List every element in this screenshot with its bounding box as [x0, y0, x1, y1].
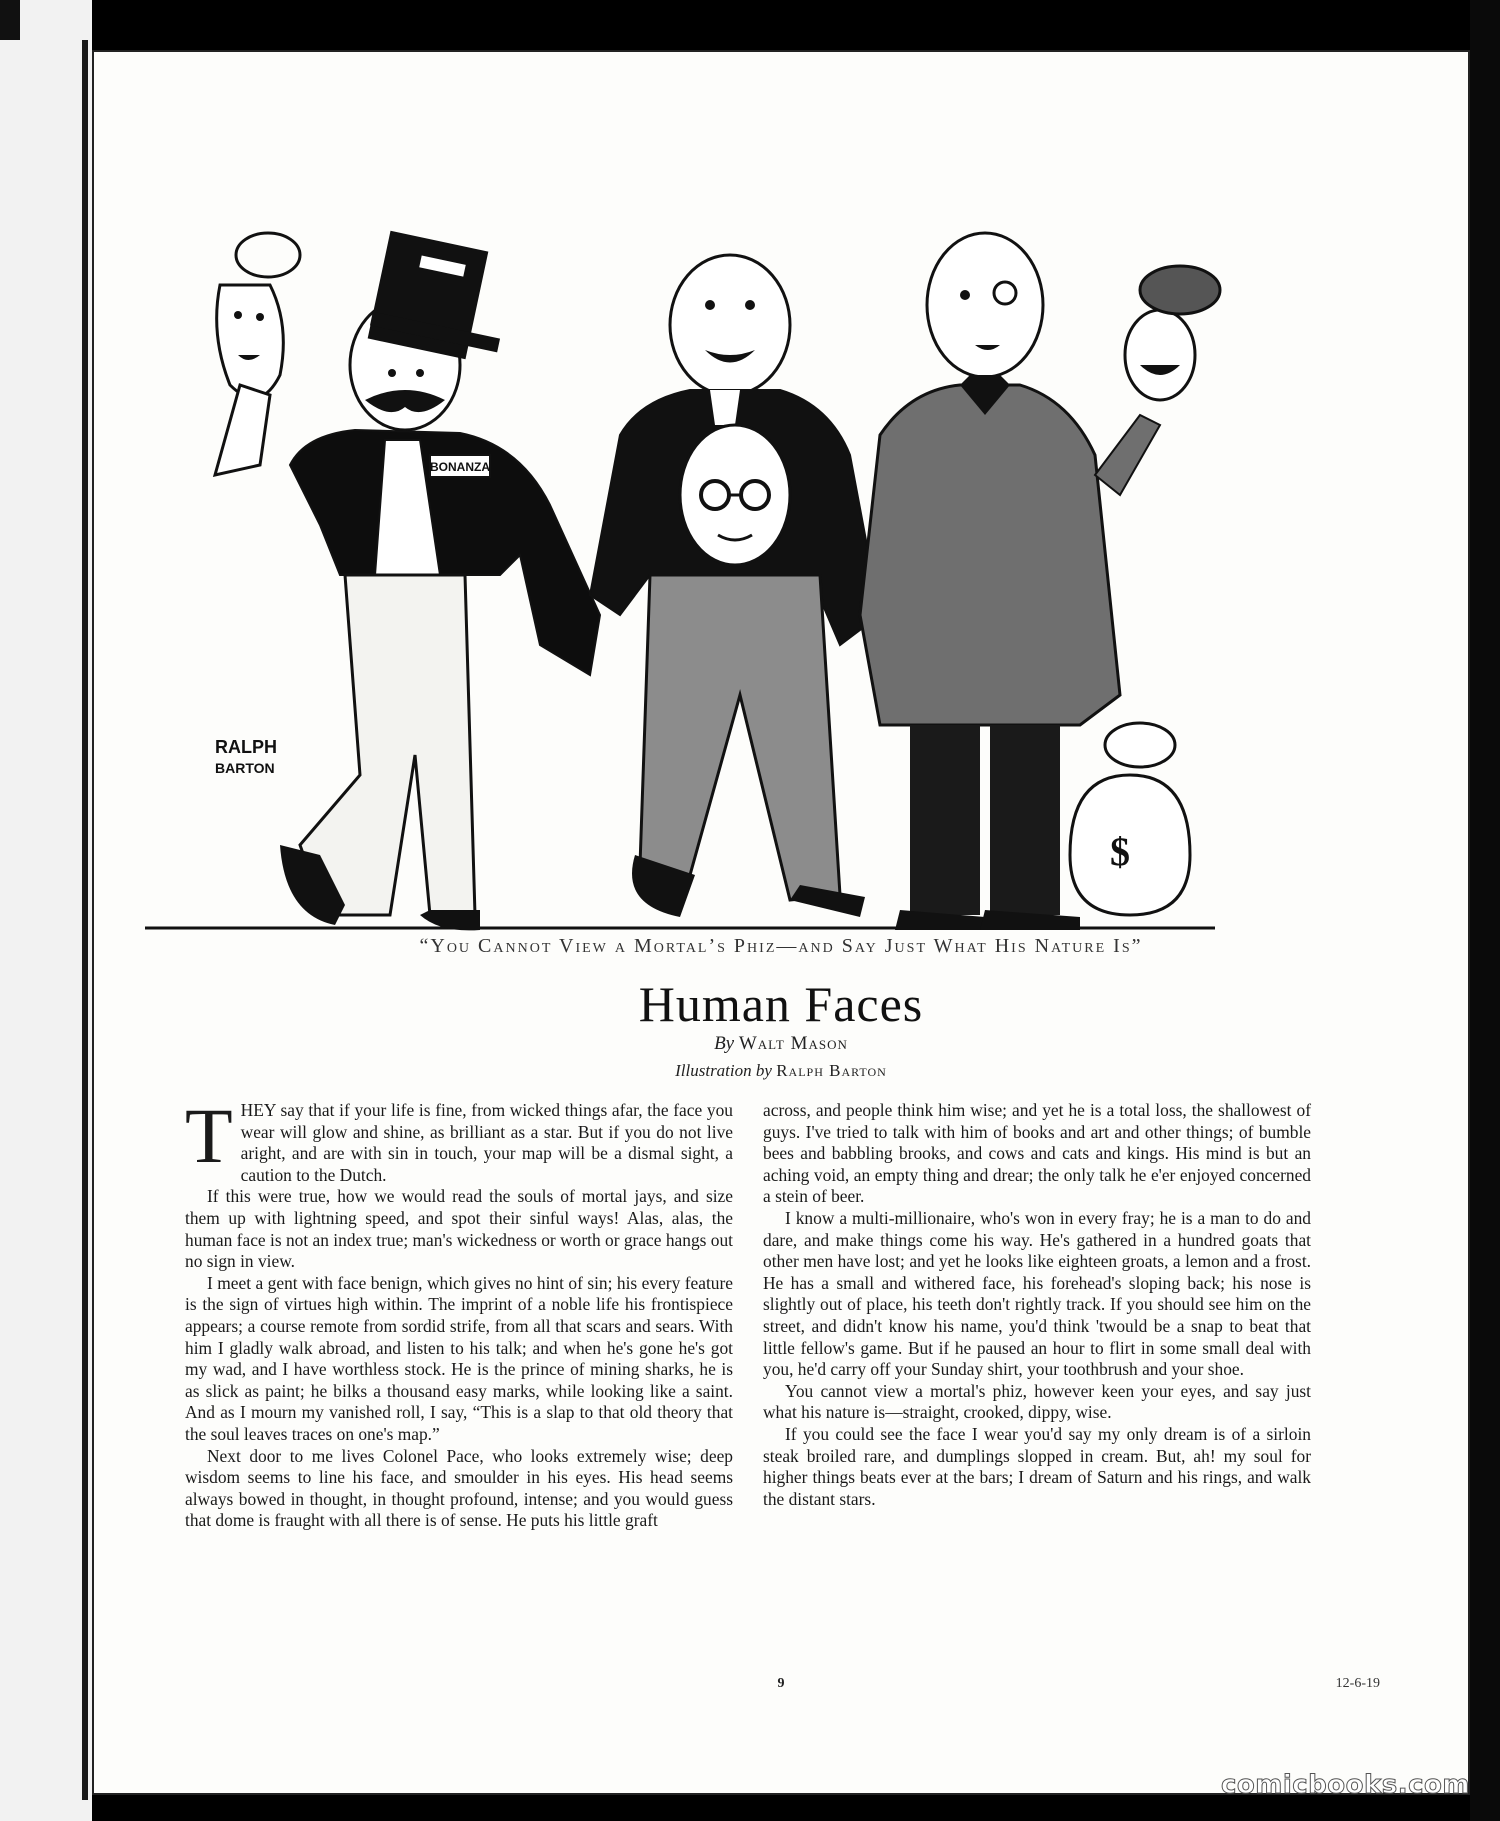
- illustration-credit-label: Illustration by: [675, 1061, 772, 1080]
- binding-shadow: [82, 40, 88, 1800]
- artist-signature-line2: BARTON: [215, 760, 275, 776]
- byline-author: Walt Mason: [738, 1033, 848, 1054]
- issue-date-code: 12-6-19: [1335, 1676, 1380, 1691]
- facing-page-edge: [0, 0, 92, 1821]
- cartoon-illustration: [120, 55, 1260, 935]
- article-paragraph: I know a multi-millionaire, who's won in every fray; he is a man to do and dare, and make things come his way. He's gathered in a hundred goats that other men have lost; and yet he looks like eighteen groats, a lemon and a frost. He has a small and withered face, his forehead's sloping back; his nose is slightly out of place, his teeth don't rightly track. If you should see him on the street, and didn't know his name, you'd think 'twould be a snap to beat that little fellow's game. But if he paused an hour to flirt in some small deal with you, he'd carry off your Sunday shirt, your toothbrush and your shoe.: [763, 1207, 1311, 1380]
- smiling-man-figure: [590, 255, 880, 917]
- article-column-left: [185, 1092, 733, 1532]
- article-headline: Human Faces: [638, 976, 924, 1032]
- article-paragraph: If this were true, how we would read the souls of mortal jays, and size them up with lightning speed, and spot their sinful ways! Alas, alas, the human face is not an index true; man's wickedness or worth or grace hangs out no sign in view.: [185, 1186, 733, 1272]
- illustration-caption: “You Cannot View a Mortal’s Phiz—and Say Just What His Nature Is”: [419, 935, 1143, 957]
- scan-corner: [0, 0, 20, 40]
- byline: [92, 1033, 1470, 1055]
- article-paragraph: You cannot view a mortal's phiz, however keen your eyes, and say just what his nature is—straight, crooked, dippy, wise.: [763, 1380, 1311, 1423]
- article-paragraph: I meet a gent with face benign, which gives no hint of sin; his every feature is the sign of virtues high within. The imprint of a noble life his frontispiece appears; a course remote from sordid strife, from all that scars and sears. With him I gladly walk abroad, and listen to his talk; and when he's gone he's got my wad, and I have worthless stock. He is the prince of mining sharks, he is as slick as paint; he bilks a thousand easy marks, while looking like a saint. And as I mourn my vanished roll, I say, “This is a slap to that old theory that the soul leaves traces on one's map.”: [185, 1272, 733, 1444]
- pocket-label: BONANZA: [430, 460, 490, 474]
- paragraph-text: HEY say that if your life is fine, from wicked things afar, the face you wear will glow and shine, as brilliant as a star. But if you do not live aright, and are with sin in touch, your map will be a dismal sight, a caution to the Dutch.: [240, 1100, 733, 1185]
- artist-signature-line1: RALPH: [215, 737, 277, 757]
- article-paragraph: [185, 1092, 733, 1186]
- drop-cap: T: [185, 1092, 233, 1179]
- article-paragraph: across, and people think him wise; and yet he is a total loss, the shallowest of guys. I've tried to talk with him of books and art and other things; of bumble bees and babbling brooks, and cows and cats and kings. His mind is but an aching void, an empty thing and drear; the only talk he e'er enjoyed concerned a stein of beer.: [763, 1100, 1311, 1207]
- illustration-credit: [92, 1061, 1470, 1081]
- bag-dollar-sign: $: [1110, 829, 1130, 874]
- illustration-credit-artist: Ralph Barton: [776, 1061, 887, 1080]
- page-number: 9: [777, 1676, 785, 1691]
- article-column-right: [763, 1100, 1311, 1510]
- article-paragraph: Next door to me lives Colonel Pace, who looks extremely wise; deep wisdom seems to line his face, and smoulder in his eyes. His head seems always bowed in thought, in thought profound, intense; and you would guess that dome is fraught with all there is of sense. He puts his little graft: [185, 1445, 733, 1531]
- site-watermark: comicbooks.com: [1220, 1770, 1470, 1800]
- tycoon-figure: [215, 231, 600, 931]
- article-paragraph: If you could see the face I wear you'd say my only dream is of a sirloin steak broiled rare, and dumplings slopped in cream. But, ah! my soul for higher things beats ever at the bars; I dream of Saturn and his rings, and walk the distant stars.: [763, 1423, 1311, 1509]
- scan-border: [1470, 0, 1500, 1821]
- money-bag: [1070, 723, 1190, 915]
- byline-by: By: [714, 1033, 735, 1054]
